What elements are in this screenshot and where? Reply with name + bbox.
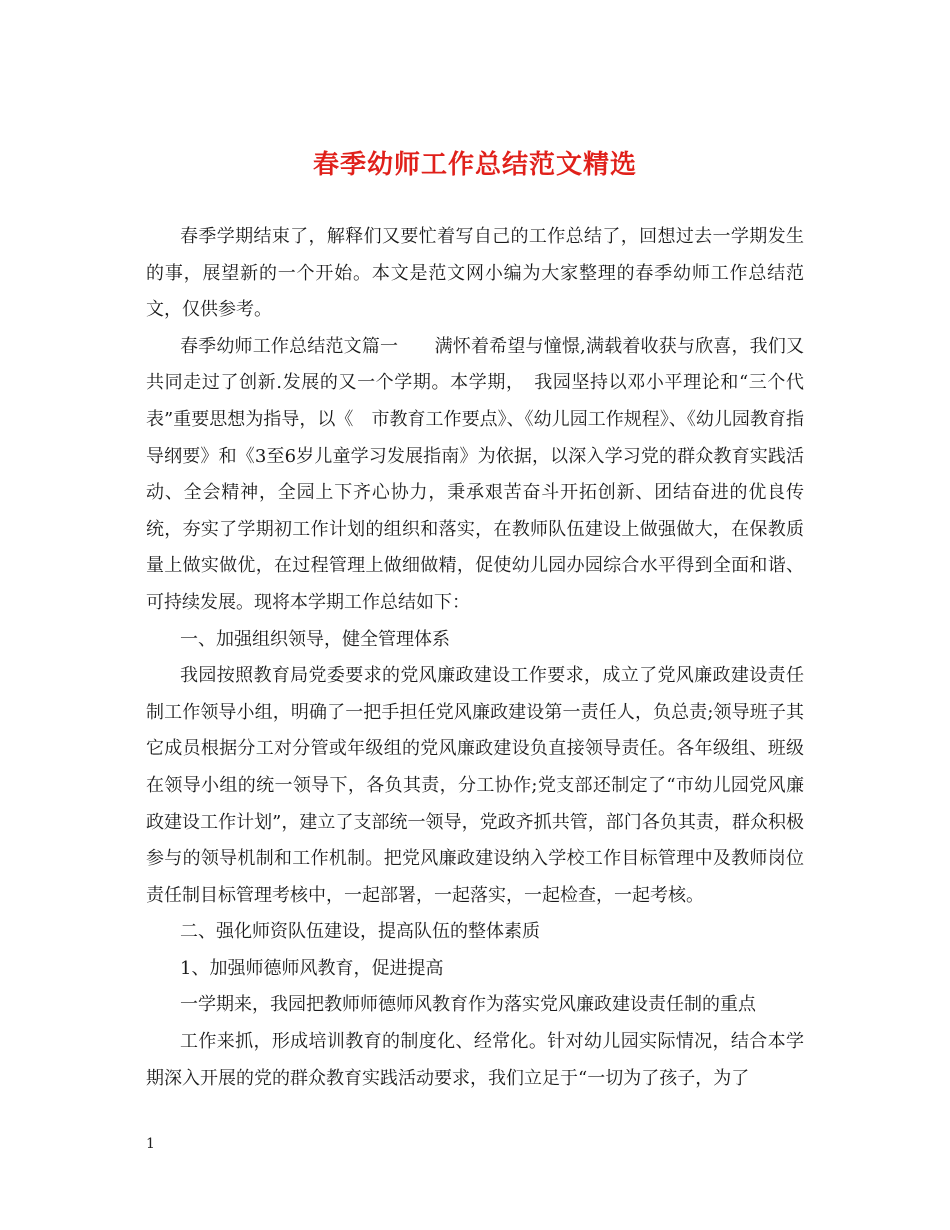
paragraph-organization: 我园按照教育局党委要求的党风廉政建设工作要求，成立了党风廉政建设责任制工作领导小组，明确了一把手担任党风廉政建设第一责任人，负总责;领导班子其它成员根据分工对分管或年级组的党风廉政建设负直接领导责任。各年级组、班级在领导小组的统一领导下，各负其责，分工协作;党支部还制定了“市幼儿园党风廉政建设工作计划”，建立了支部统一领导，党政齐抓共管，部门各负其责，群众积极参与的领导机制和工作机制。把党风廉政建设纳入学校工作目标管理中及教师岗位责任制目标管理考核中，一起部署，一起落实，一起检查，一起考核。 [146, 665, 804, 906]
paragraph-article-one: 春季幼师工作总结范文篇一 满怀着希望与憧憬,满载着收获与欣喜，我们又共同走过了创新.发展的又一个学期。本学期， 我园坚持以邓小平理论和“三个代表”重要思想为指导，以《 市教育工作要点》、《幼儿园工作规程》、《幼儿园教育指导纲要》和《3至6岁儿童学习发展指南》为依据，以深入学习党的群众教育实践活动、全会精神，全园上下齐心协力，秉承艰苦奋斗开拓创新、团结奋进的优良传统，夯实了学期初工作计划的组织和落实，在教师队伍建设上做强做大，在保教质量上做实做优，在过程管理上做细做精，促使幼儿园办园综合水平得到全面和谐、可持续发展。现将本学期工作总结如下： [146, 335, 804, 613]
paragraph-intro: 春季学期结束了，解释们又要忙着写自己的工作总结了，回想过去一学期发生的事，展望新的一个开始。本文是范文网小编为大家整理的春季幼师工作总结范文，仅供参考。 [146, 226, 804, 321]
section-heading-1: 一、加强组织领导，健全管理体系 [180, 628, 450, 650]
document-title: 春季幼师工作总结范文精选 [312, 150, 637, 180]
section-heading-2: 二、强化师资队伍建设，提高队伍的整体素质 [180, 921, 540, 943]
page-number: 1 [146, 1136, 155, 1152]
paragraph-ethics-continued: 工作来抓，形成培训教育的制度化、经常化。针对幼儿园实际情况，结合本学期深入开展的党的群众教育实践活动要求，我们立足于“一切为了孩子，为了 [146, 1031, 804, 1089]
subsection-heading-1: 1、加强师德师风教育，促进提高 [180, 957, 444, 979]
paragraph-ethics-start: 一学期来，我园把教师师德师风教育作为落实党风廉政建设责任制的重点 [180, 994, 756, 1016]
document-body [146, 219, 804, 1097]
